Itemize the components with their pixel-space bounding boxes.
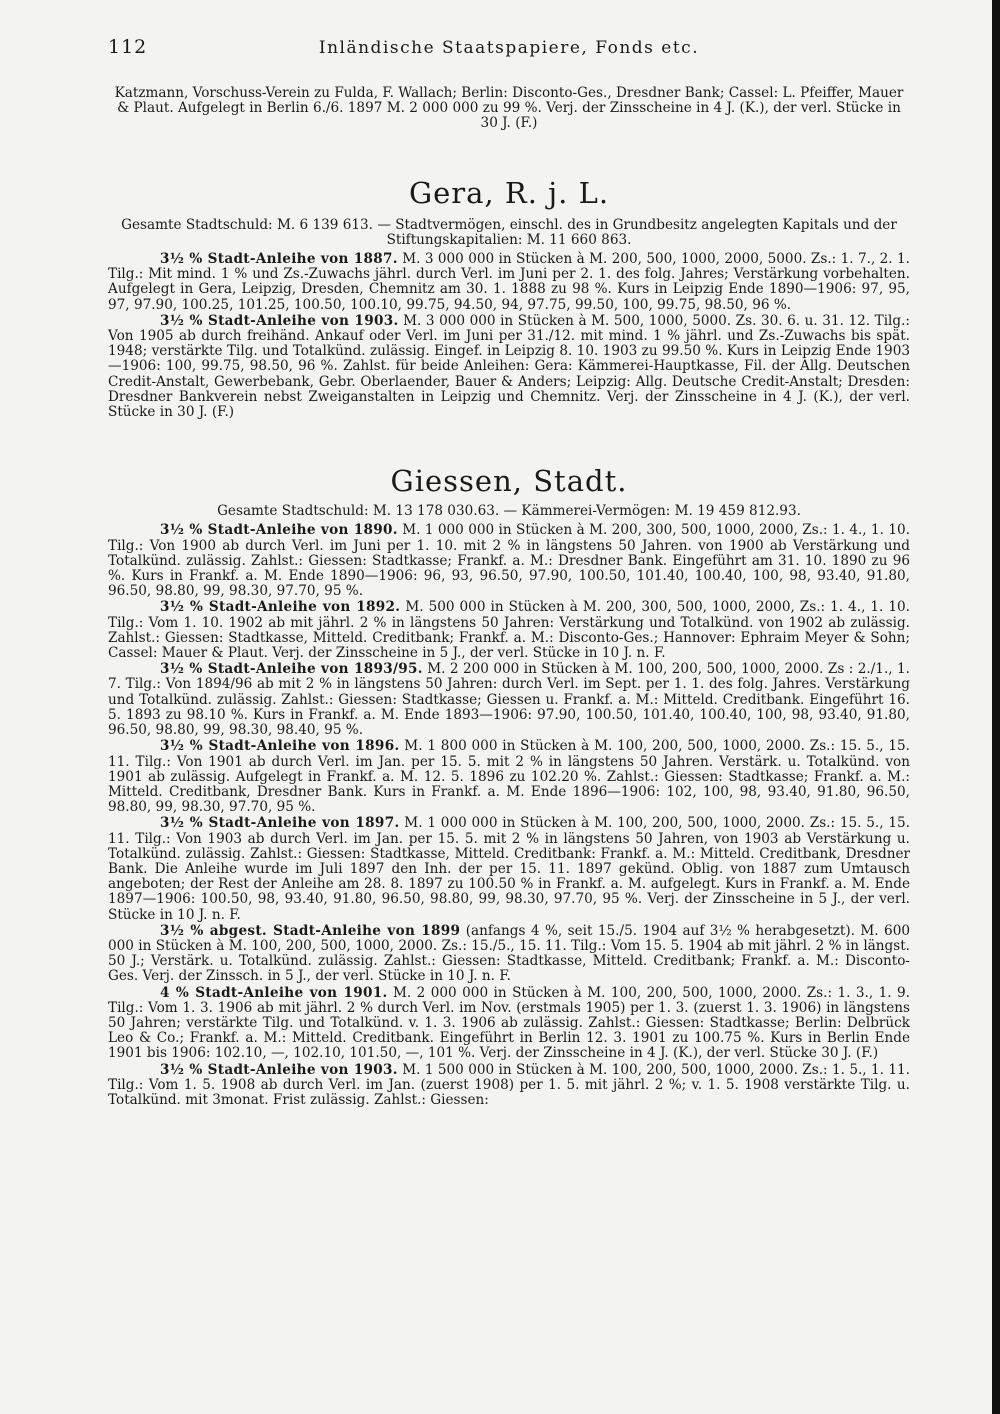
bond-details: M. 3 000 000 in Stücken à M. 500, 1000, 5000. Zs. 30. 6. u. 31. 12. Tilg.: Von 1905 ab durch freihänd. Ankauf oder Verl. im Juni per 31./12. mit mind. 1 % jährl. und Zs.-Zuwachs bis spät. 1948; verstärkte Tilg. und Totalkünd. zulässig. Eingef. in Leipzig 8. 10. 1903 zu 99.50 %. Kurs in Leipzig Ende 1903—1906: 100, 99.75, 98.50, 96 %. Zahlst. für beide Anleihen: Gera: Kämmerei-Hauptkasse, Fil. der Allg. Deutschen Credit-Anstalt, Gewerbebank, Gebr. Oberlaender, Bauer & Anders; Leipzig: Allg. Deutsche Credit-Anstalt; Dresden: Dresdner Bankverein nebst Zweiganstalten in Leipzig und Chemnitz. Verj. der Zinsscheine in 4 J. (K.), der verl. Stücke in 30 J. (F.): [108, 312, 911, 421]
scan-edge: [992, 0, 1000, 1414]
bond-heading: 3½ % Stadt-Anleihe von 1887.: [160, 251, 398, 268]
bond-details: M. 2 200 000 in Stücken à M. 100, 200, 500, 1000, 2000. Zs : 2./1., 1. 7. Tilg.: Von 1894/96 ab mit 2 % in längstens 50 Jahren: durch Verl. im Sept. per 1. 1. des folg. Jahres. Verstärkung und Totalkünd. zulässig. Zahlst.: Giessen: Stadtkasse; Giessen u. Frankf. a. M.: Mitteld. Creditbank. Eingeführt 16. 5. 1893 zu 98.10 %. Kurs in Frankf. a. M. Ende 1893—1906: 97.90, 100.50, 101.40, 100.40, 100, 98, 93.40, 91.80, 96.50, 98.80, 99, 98.30, 98.40, 95 %.: [108, 661, 910, 739]
bond-details: M. 1 500 000 in Stücken à M. 100, 200, 500, 1000, 2000. Zs.: 1. 5., 1. 11. Tilg.: Vom 1. 5. 1908 ab durch Verl. im Jan. (zuerst 1908) per 1. 5. mit jährl. 2 %; v. 1. 5. 1908 verstärkte Tilg. u. Totalkünd. mit 3monat. Frist zulässig. Zahlst.: Giessen:: [108, 1061, 910, 1108]
bond-entry: [108, 739, 910, 815]
bond-details: M. 1 000 000 in Stücken à M. 200, 300, 500, 1000, 2000, Zs.: 1. 4., 1. 10. Tilg.: Von 1900 ab durch Verl. im Juni per 1. 10. mit 2 % in längstens 50 Jahren. von 1900 ab Verstärkung und Totalkünd. zulässig. Zahlst.: Giessen: Stadtkasse; Frankf. a. M.: Dresdner Bank. Eingeführt am 31. 10. 1890 zu 96 %. Kurs in Frankf. a. M. Ende 1890—1906: 96, 93, 96.50, 97.90, 100.50, 101.40, 100.40, 100, 98, 93.40, 91.80, 96.50, 98.80, 99, 98.30, 97.70, 95 %.: [108, 522, 910, 600]
bond-details: M. 1 000 000 in Stücken à M. 100, 200, 500, 1000, 2000. Zs.: 15. 5., 15. 11. Tilg.: Von 1903 ab durch Verl. im Jan. per 15. 5. mit 2 % in längstens 50 Jahren, von 1903 ab Verstärkung u. Totalkünd. zulässig. Zahlst.: Giessen: Stadtkasse, Mitteld. Creditbank: Frankf. a. M.: Mitteld. Creditbank, Dresdner Bank. Die Anleihe wurde im Juli 1897 den Inh. der per 15. 11. 1897 gekünd. Oblig. von 1887 zum Umtausch angeboten; der Rest der Anleihe am 28. 8. 1897 zu 100.50 % in Frankf. a. M. aufgelegt. Kurs in Frankf. a. M. Ende 1897—1906: 100.50, 98, 93.40, 91.80, 96.50, 98.80, 99, 98.30, 97.70, 95 %. Verj. der Zinsscheine in 5 J., der verl. Stücke in 10 J. n. F.: [108, 815, 910, 923]
bond-heading: 3½ % Stadt-Anleihe von 1903.: [160, 1061, 398, 1078]
bond-heading: 3½ % Stadt-Anleihe von 1897.: [160, 815, 400, 832]
bond-details: M. 3 000 000 in Stücken à M. 200, 500, 1000, 2000, 5000. Zs.: 1. 7., 2. 1. Tilg.: Mit mind. 1 % und Zs.-Zuwachs jährl. durch Verl. im Juni per 2. 1. des folg. Jahres; Verstärkung vorbehalten. Aufgelegt in Gera, Leipzig, Dresden, Chemnitz am 30. 1. 1888 zu 98 %. Kurs in Leipzig Ende 1890—1906: 97, 95, 97, 97.90, 100.25, 101.25, 100.50, 100.10, 99.75, 94.50, 94, 97.75, 99.50, 100, 99.75, 98.50, 96 %.: [108, 251, 910, 313]
bond-entry: [108, 523, 910, 599]
bond-heading: 3½ % abgest. Stadt-Anleihe von 1899: [160, 922, 461, 939]
bond-heading: 3½ % Stadt-Anleihe von 1890.: [160, 522, 398, 539]
page-header: [108, 36, 910, 70]
bond-entry: [108, 252, 910, 313]
bond-entry: [108, 986, 910, 1062]
section-summary-gera: Gesamte Stadtschuld: M. 6 139 613. — Stadtvermögen, einschl. des in Grundbesitz angelegten Kapitals und der Stiftungskapitalien: M. 11 660 863.: [121, 216, 897, 248]
bond-heading: 4 % Stadt-Anleihe von 1901.: [160, 984, 388, 1001]
bond-entry: [108, 1063, 910, 1109]
section-summary-giessen: Gesamte Stadtschuld: M. 13 178 030.63. — Kämmerei-Vermögen: M. 19 459 812.93.: [217, 503, 801, 520]
bond-entry: [108, 314, 910, 420]
bond-heading: 3½ % Stadt-Anleihe von 1893/95.: [160, 661, 423, 678]
bond-heading: 3½ % Stadt-Anleihe von 1896.: [160, 738, 400, 755]
bond-entry: [108, 600, 910, 661]
page: [108, 36, 910, 1108]
running-title: Inländische Staatspapiere, Fonds etc.: [318, 38, 700, 58]
bond-details: M. 500 000 in Stücken à M. 200, 300, 500, 1000, 2000, Zs.: 1. 4., 1. 10. Tilg.: Vom 1. 10. 1902 ab mit jährl. 2 % in längstens 50 Jahren: Verstärkung und Totalkünd. von 1902 ab zulässig. Zahlst.: Giessen: Stadtkasse, Mitteld. Creditbank; Frankf. a. M.: Disconto-Ges.; Hannover: Ephraim Meyer & Sohn; Cassel: Mauer & Plaut. Verj. der Zinsscheine in 5 J., der verl. Stücke in 10 J. n. F.: [108, 599, 910, 662]
bond-heading: 3½ % Stadt-Anleihe von 1903.: [160, 312, 399, 329]
bond-entry: [108, 924, 910, 985]
section-title-gera: Gera, R. j. L.: [408, 175, 610, 210]
bond-details: M. 1 800 000 in Stücken à M. 100, 200, 500, 1000, 2000. Zs.: 15. 5., 15. 11. Tilg.: Von 1901 ab durch Verl. im Jan. per 15. 5. mit 2 % in längstens 50 Jahren. Verstärk. u. Totalkünd. von 1901 ab zulässig. Aufgelegt in Frankf. a. M. 12. 5. 1896 zu 102.20 %. Zahlst.: Giessen: Stadtkasse; Frankf. a. M.: Mitteld. Creditbank, Dresdner Bank. Kurs in Frankf. a. M. Ende 1896—1906: 102, 100, 98, 93.40, 91.80, 96.50, 98.80, 99, 98.30, 97.70, 95 %.: [108, 738, 910, 816]
bond-details: (anfangs 4 %, seit 15./5. 1904 auf 3½ % herabgesetzt). M. 600 000 in Stücken à M. 100, 200, 500, 1000, 2000. Zs.: 15./5., 15. 11. Tilg.: Vom 15. 5. 1904 ab mit jährl. 2 % in längst. 50 J.; Verstärk. u. Totalkünd. zulässig. Zahlst.: Giessen: Stadtkasse, Mitteld. Creditbank; Frankf. a. M.: Disconto-Ges. Verj. der Zinssch. in 5 J., der verl. Stücke in 10 J. n. F.: [108, 922, 910, 985]
bond-entry: [108, 816, 910, 922]
section-title-giessen: Giessen, Stadt.: [390, 464, 628, 499]
bond-entry: [108, 662, 910, 738]
bond-details: M. 2 000 000 in Stücken à M. 100, 200, 500, 1000, 2000. Zs.: 1. 3., 1. 9. Tilg.: Vom 1. 3. 1906 ab mit jährl. 2 % durch Verl. im Nov. (erstmals 1905) per 1. 3. (zuerst 1. 3. 1906) in längstens 50 Jahren; verstärkte Tilg. und Totalkünd. v. 1. 3. 1906 ab zulässig. Zahlst.: Giessen: Stadtkasse; Berlin: Delbrück Leo & Co.; Frankf. a. M.: Mitteld. Creditbank. Eingeführt in Berlin 12. 3. 1901 zu 100.75 %. Kurs in Berlin Ende 1901 bis 1906: 102.10, —, 102.10, 101.50, —, 101 %. Verj. der Zinsscheine in 4 J. (K.), der verl. Stücke 30 J. (F.): [108, 984, 910, 1062]
page-number: 112: [108, 36, 148, 58]
intro-paragraph: Katzmann, Vorschuss-Verein zu Fulda, F. Wallach; Berlin: Disconto-Ges., Dresdner Bank; Cassel: L. Pfeiffer, Mauer & Plaut. Aufgelegt in Berlin 6./6. 1897 M. 2 000 000 zu 99 %. Verj. der Zinsscheine in 4 J. (K.), der verl. Stücke in 30 J. (F.): [114, 85, 904, 132]
bond-heading: 3½ % Stadt-Anleihe von 1892.: [160, 599, 401, 616]
